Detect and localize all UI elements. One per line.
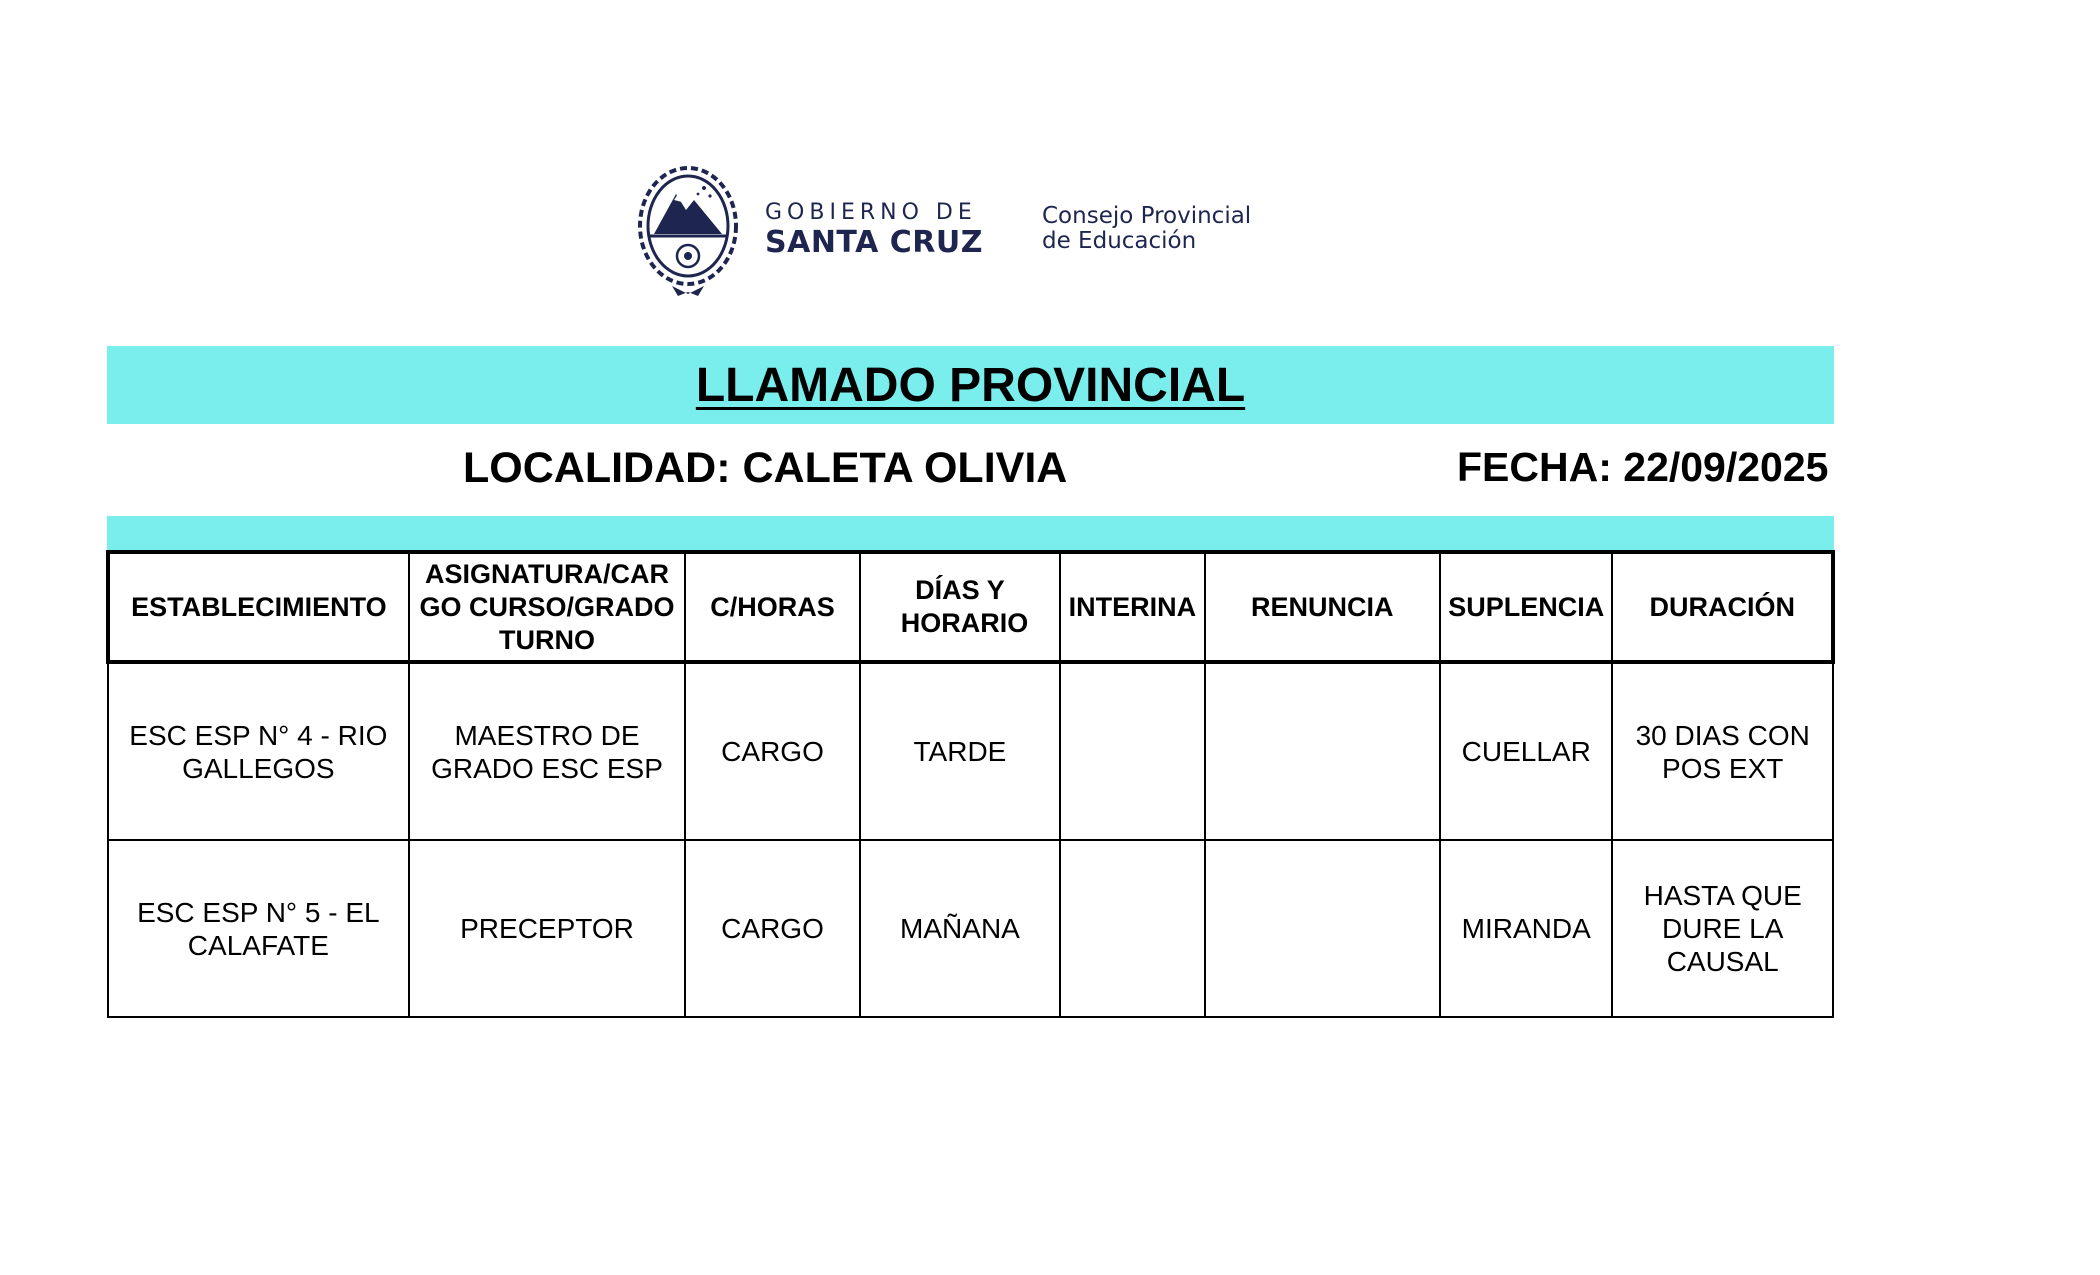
table-header-row: [108, 552, 1833, 662]
header-horas: C/HORAS: [685, 552, 859, 662]
gov-line1: GOBIERNO DE: [765, 200, 977, 225]
santa-cruz-seal-icon: [636, 164, 740, 298]
council-line2: de Educación: [1042, 228, 1197, 254]
council-line1: Consejo Provincial: [1042, 203, 1252, 229]
cell-duracion: 30 DIAS CON POS EXT: [1612, 662, 1833, 840]
cell-asignatura: MAESTRO DE GRADO ESC ESP: [409, 662, 686, 840]
positions-table: [106, 550, 1835, 1018]
cell-asignatura: PRECEPTOR: [409, 840, 686, 1017]
cell-renuncia: [1205, 840, 1441, 1017]
cell-interina: [1060, 662, 1204, 840]
title-band: [107, 346, 1834, 424]
date-label: FECHA: 22/09/2025: [1457, 444, 1829, 490]
cell-interina: [1060, 840, 1204, 1017]
header-suplencia: SUPLENCIA: [1440, 552, 1612, 662]
cell-horas: CARGO: [685, 662, 859, 840]
header-asignatura: ASIGNATURA/CARGO CURSO/GRADO TURNO: [409, 552, 686, 662]
government-wordmark: [765, 200, 983, 260]
cell-establecimiento: ESC ESP N° 5 - EL CALAFATE: [108, 840, 409, 1017]
cell-duracion: HASTA QUE DURE LA CAUSAL: [1612, 840, 1833, 1017]
header-duracion: DURACIÓN: [1612, 552, 1833, 662]
cell-dias-horario: TARDE: [860, 662, 1060, 840]
gov-line2: SANTA CRUZ: [765, 225, 983, 260]
cell-establecimiento: ESC ESP N° 4 - RIO GALLEGOS: [108, 662, 409, 840]
cell-suplencia: MIRANDA: [1440, 840, 1612, 1017]
table-row: [108, 840, 1833, 1017]
separator-band: [107, 516, 1834, 550]
header-dias-horario: DÍAS Y HORARIO: [860, 552, 1060, 662]
table-row: [108, 662, 1833, 840]
cell-suplencia: CUELLAR: [1440, 662, 1612, 840]
locality-label: LOCALIDAD: CALETA OLIVIA: [463, 444, 1068, 492]
cell-dias-horario: MAÑANA: [860, 840, 1060, 1017]
council-wordmark: [1042, 204, 1251, 254]
page-title: LLAMADO PROVINCIAL: [695, 358, 1246, 412]
header-establecimiento: ESTABLECIMIENTO: [108, 552, 409, 662]
header-interina: INTERINA: [1060, 552, 1204, 662]
header-logos: [636, 164, 1276, 298]
header-renuncia: RENUNCIA: [1205, 552, 1441, 662]
cell-horas: CARGO: [685, 840, 859, 1017]
cell-renuncia: [1205, 662, 1441, 840]
